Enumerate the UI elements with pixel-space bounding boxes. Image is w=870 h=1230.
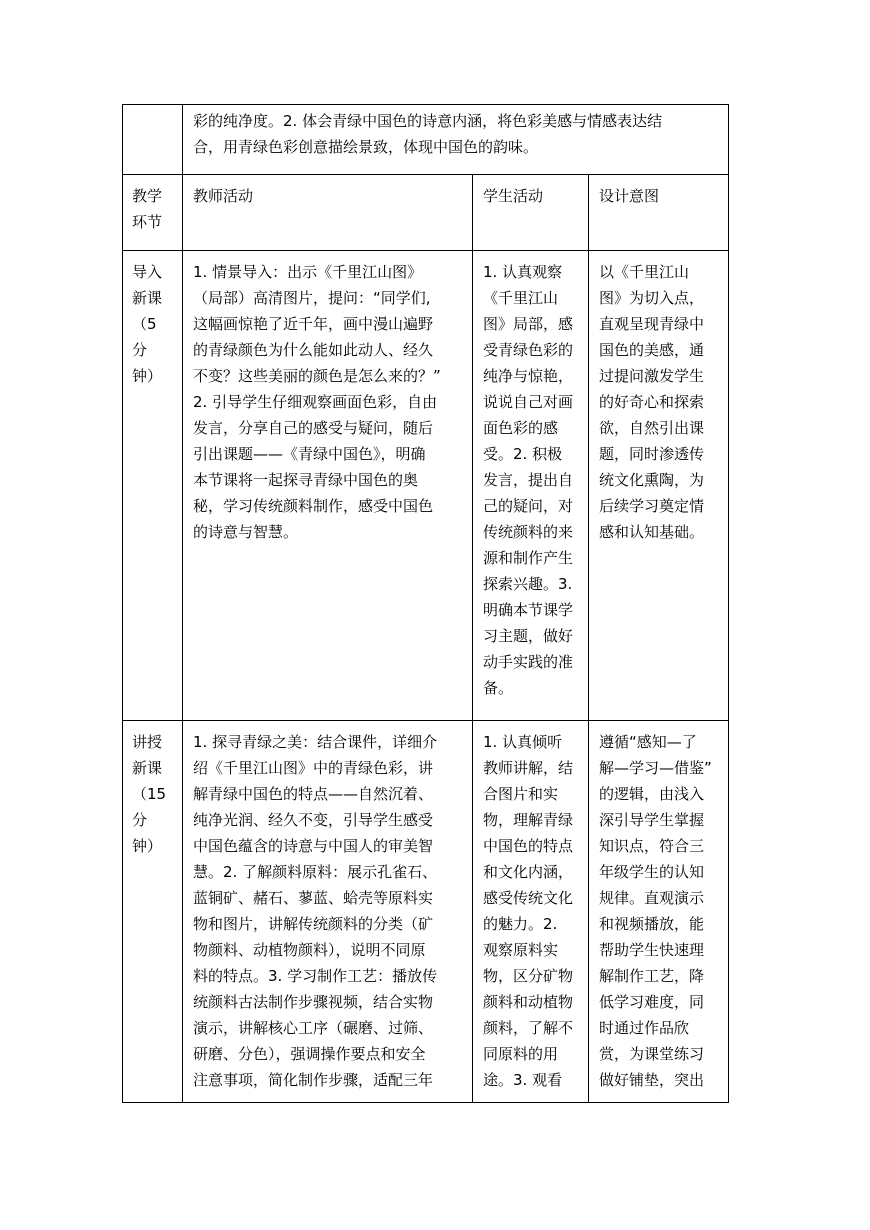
header-row xyxy=(123,175,729,251)
intent-text: 遵循“感知—了 解—学习—借鉴” 的逻辑，由浅入 深引导学生掌握 知识点，符合三 年级学生的认知 规律。直观演示 和视频播放，能 帮助学生快速理 解制作工艺，降 低学习难度，同 时通过作品欣 赏，为课堂练习 做好铺垫，突出 xyxy=(599,733,712,1089)
objective-text: 彩的纯净度。2. 体会青绿中国色的诗意内涵，将色彩美感与情感表达结 合，用青绿色彩创意描绘景致，体现中国色的韵味。 xyxy=(193,112,663,156)
intent-cell xyxy=(589,251,729,721)
header-stage-label: 教学 环节 xyxy=(132,187,163,231)
student-text: 1. 认真观察 《千里江山 图》局部，感 受青绿色彩的 纯净与惊艳， 说说自己对画 面色彩的感 受。2. 积极 发言，提出自 己的疑问，对 传统颜料的来 源和制作产生 探索兴趣。3. 明确本节课学 习主题，做好 动手实践的准 备。 xyxy=(483,263,574,697)
stage-cell xyxy=(123,721,183,1103)
teacher-cell xyxy=(183,721,473,1103)
header-student xyxy=(473,175,589,251)
teacher-cell xyxy=(183,251,473,721)
intent-cell xyxy=(589,721,729,1103)
header-stage xyxy=(123,175,183,251)
student-cell xyxy=(473,251,589,721)
header-intent xyxy=(589,175,729,251)
teacher-text: 1. 情景导入：出示《千里江山图》 （局部）高清图片，提问：“同学们, 这幅画惊艳了近千年，画中漫山遍野 的青绿颜色为什么能如此动人、经久 不变？这些美丽的颜色是怎么来的？” 2. 引导学生仔细观察画面色彩，自由 发言，分享自己的感受与疑问，随后 引出课题——《青绿中国色》，明确 本节课将一起探寻青绿中国色的奥 秘，学习传统颜料制作，感受中国色 的诗意与智慧。 xyxy=(193,263,441,541)
intent-text: 以《千里江山 图》为切入点， 直观呈现青绿中 国色的美感，通 过提问激发学生 的好奇心和探索 欲，自然引出课 题，同时渗透传 统文化熏陶，为 后续学习奠定情 感和认知基础。 xyxy=(599,263,705,541)
table-row xyxy=(123,721,729,1103)
teacher-text: 1. 探寻青绿之美：结合课件，详细介 绍《千里江山图》中的青绿色彩，讲 解青绿中国色的特点——自然沉着、 纯净光润、经久不变，引导学生感受 中国色蕴含的诗意与中国人的审美智 慧。2. 了解颜料原料：展示孔雀石、 蓝铜矿、赭石、蓼蓝、蛤壳等原料实 物和图片，讲解传统颜料的分类（矿 物颜料、动植物颜料），说明不同原 料的特点。3. 学习制作工艺：播放传 统颜料古法制作步骤视频，结合实物 演示，讲解核心工序（碾磨、过筛、 研磨、分色），强调操作要点和安全 注意事项，简化制作步骤，适配三年 xyxy=(193,733,438,1089)
stage-text: 导入 新课 （5 分 钟） xyxy=(132,263,163,385)
table-row xyxy=(123,251,729,721)
lesson-plan-table xyxy=(122,104,729,1103)
header-teacher xyxy=(183,175,473,251)
objective-row xyxy=(123,105,729,175)
objective-stage-cell xyxy=(123,105,183,175)
header-student-label: 学生活动 xyxy=(483,187,544,205)
header-intent-label: 设计意图 xyxy=(599,187,660,205)
student-cell xyxy=(473,721,589,1103)
student-text: 1. 认真倾听 教师讲解，结 合图片和实 物，理解青绿 中国色的特点 和文化内涵， 感受传统文化 的魅力。2. 观察原料实 物，区分矿物 颜料和动植物 颜料，了解不 同原料的用 途。3. 观看 xyxy=(483,733,574,1089)
objective-text-cell xyxy=(183,105,729,175)
header-teacher-label: 教师活动 xyxy=(193,187,254,205)
stage-text: 讲授 新课 （15 分 钟） xyxy=(132,733,167,855)
stage-cell xyxy=(123,251,183,721)
